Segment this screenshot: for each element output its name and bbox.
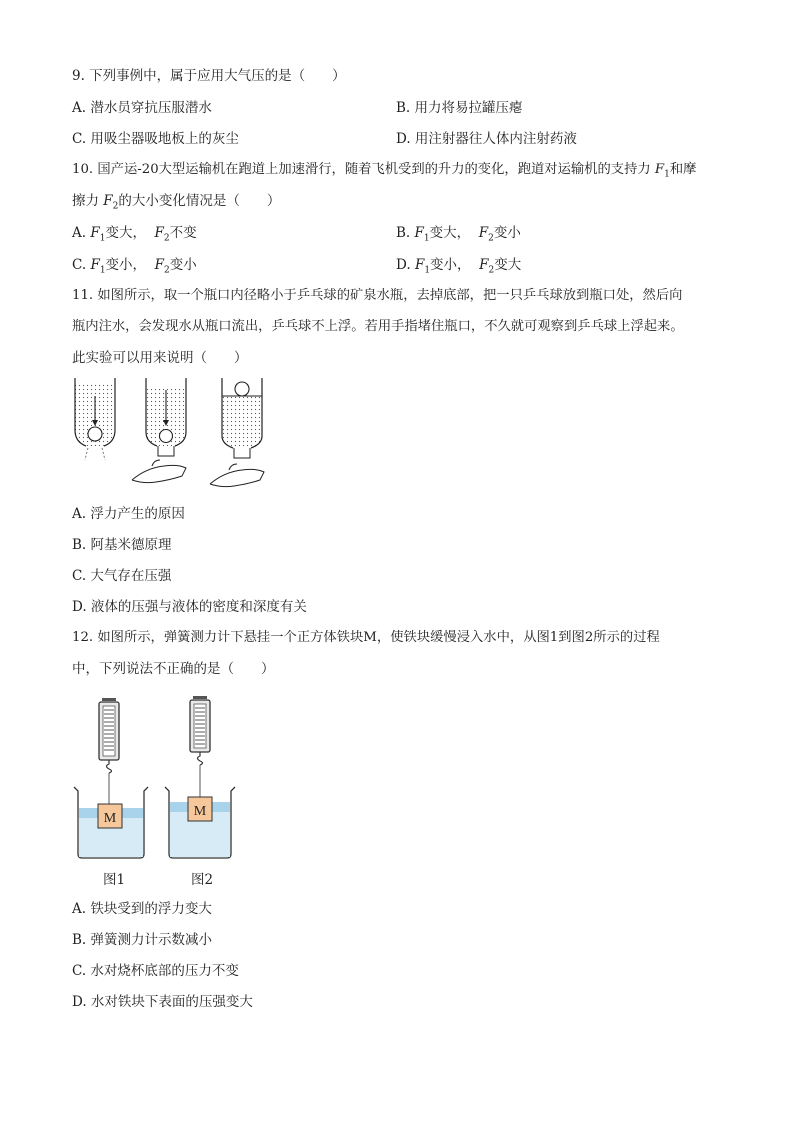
q9-stem: 9. 下列事例中，属于应用大气压的是（ ） [72,68,346,84]
q12-option-a: A. 铁块受到的浮力变大 [72,901,212,917]
q10-option-c [72,256,197,280]
f2-symbol: F [479,257,489,273]
q9-option-b: B. 用力将易拉罐压瘪 [396,100,523,116]
option-text: 变大， [429,225,471,241]
f2-subscript: 2 [488,265,495,276]
f2-symbol: F [154,257,165,273]
q12-option-b: B. 弹簧测力计示数减小 [72,932,213,948]
q9-option-a: A. 潜水员穿抗压服潜水 [72,100,212,116]
block-m-label-2: M [193,804,207,819]
bottle-1 [75,378,115,460]
option-text: 变大 [494,257,522,273]
option-prefix: A. [72,225,91,241]
f2-symbol: F [478,225,489,241]
option-text: 变小， [430,257,471,273]
figure-2-caption: 图2 [191,872,214,888]
q11-stem-line2: 瓶内注水，会发现水从瓶口流出，乒乓球不上浮。若用手指堵住瓶口，不久就可观察到乒乓球上浮起来。 [72,319,684,334]
f2-symbol: F [154,225,164,241]
option-prefix: C. [72,257,91,273]
option-text: 不变 [169,225,197,241]
f1-symbol: F [414,257,425,273]
f1-subscript: 1 [424,265,431,276]
block-m-label-1: M [103,811,117,826]
q11-stem-line3: 此实验可以用来说明（ ） [72,350,248,366]
q12-option-d: D. 水对铁块下表面的压强变大 [72,994,253,1010]
f2-subscript: 2 [112,201,119,212]
f1-subscript: 1 [423,233,430,244]
option-text: 变小， [105,257,147,273]
f2-subscript: 2 [163,233,170,244]
option-prefix: B. [396,225,415,241]
f1-subscript: 1 [664,169,670,180]
f1-symbol: F [90,257,100,273]
q10-option-b [396,224,521,248]
f2-subscript: 2 [488,233,494,244]
q10-stem-line2 [72,192,280,216]
q9-option-c: C. 用吸尘器吸地板上的灰尘 [72,131,239,147]
q11-option-d: D. 液体的压强与液体的密度和深度有关 [72,599,307,615]
q11-option-c: C. 大气存在压强 [72,568,172,584]
option-text: 变小 [169,257,197,273]
q12-stem-line2: 中，下列说法不正确的是（ ） [72,661,275,677]
option-text: 变大， [105,225,146,241]
figure-2 [165,696,235,858]
bottle-2 [132,378,186,483]
f1-symbol: F [414,225,424,241]
f2-symbol: F [103,193,113,209]
figure-1-caption: 图1 [103,872,126,888]
q10-option-d [396,256,521,280]
option-prefix: D. [396,257,415,273]
bottle-experiment-figure [66,376,276,494]
q11-option-a: A. 浮力产生的原因 [72,506,185,522]
q10-stem-text: 10. 国产运-20大型运输机在跑道上加速滑行，随着飞机受到的升力的变化，跑道对运输机的支持力 [72,162,655,177]
q10-option-a [72,224,197,248]
q11-stem-line1: 11. 如图所示，取一个瓶口内径略小于乒乓球的矿泉水瓶，去掉底部，把一只乒乓球放到瓶口处，然后向 [72,288,683,303]
q9-option-d: D. 用注射器往人体内注射药液 [396,131,577,147]
f1-subscript: 1 [99,233,106,244]
q10-stem-line1 [72,161,696,184]
q12-option-c: C. 水对烧杯底部的压力不变 [72,963,239,979]
q10-stem-text2: 擦力 [72,193,104,209]
q10-stem-text-end: 和摩 [669,162,697,177]
option-text: 变小 [493,225,521,241]
f1-symbol: F [654,162,665,177]
f1-subscript: 1 [99,265,106,276]
bottle-3 [210,378,264,487]
figure-1 [74,698,148,858]
spring-scale-figure [66,694,246,864]
q11-option-b: B. 阿基米德原理 [72,537,172,553]
q10-stem-text2-end: 的大小变化情况是（ ） [118,193,281,209]
f1-symbol: F [90,225,100,241]
q12-stem-line1: 12. 如图所示，弹簧测力计下悬挂一个正方体铁块M，使铁块缓慢浸入水中，从图1到图2所示的过程 [72,630,660,645]
f2-subscript: 2 [164,265,170,276]
